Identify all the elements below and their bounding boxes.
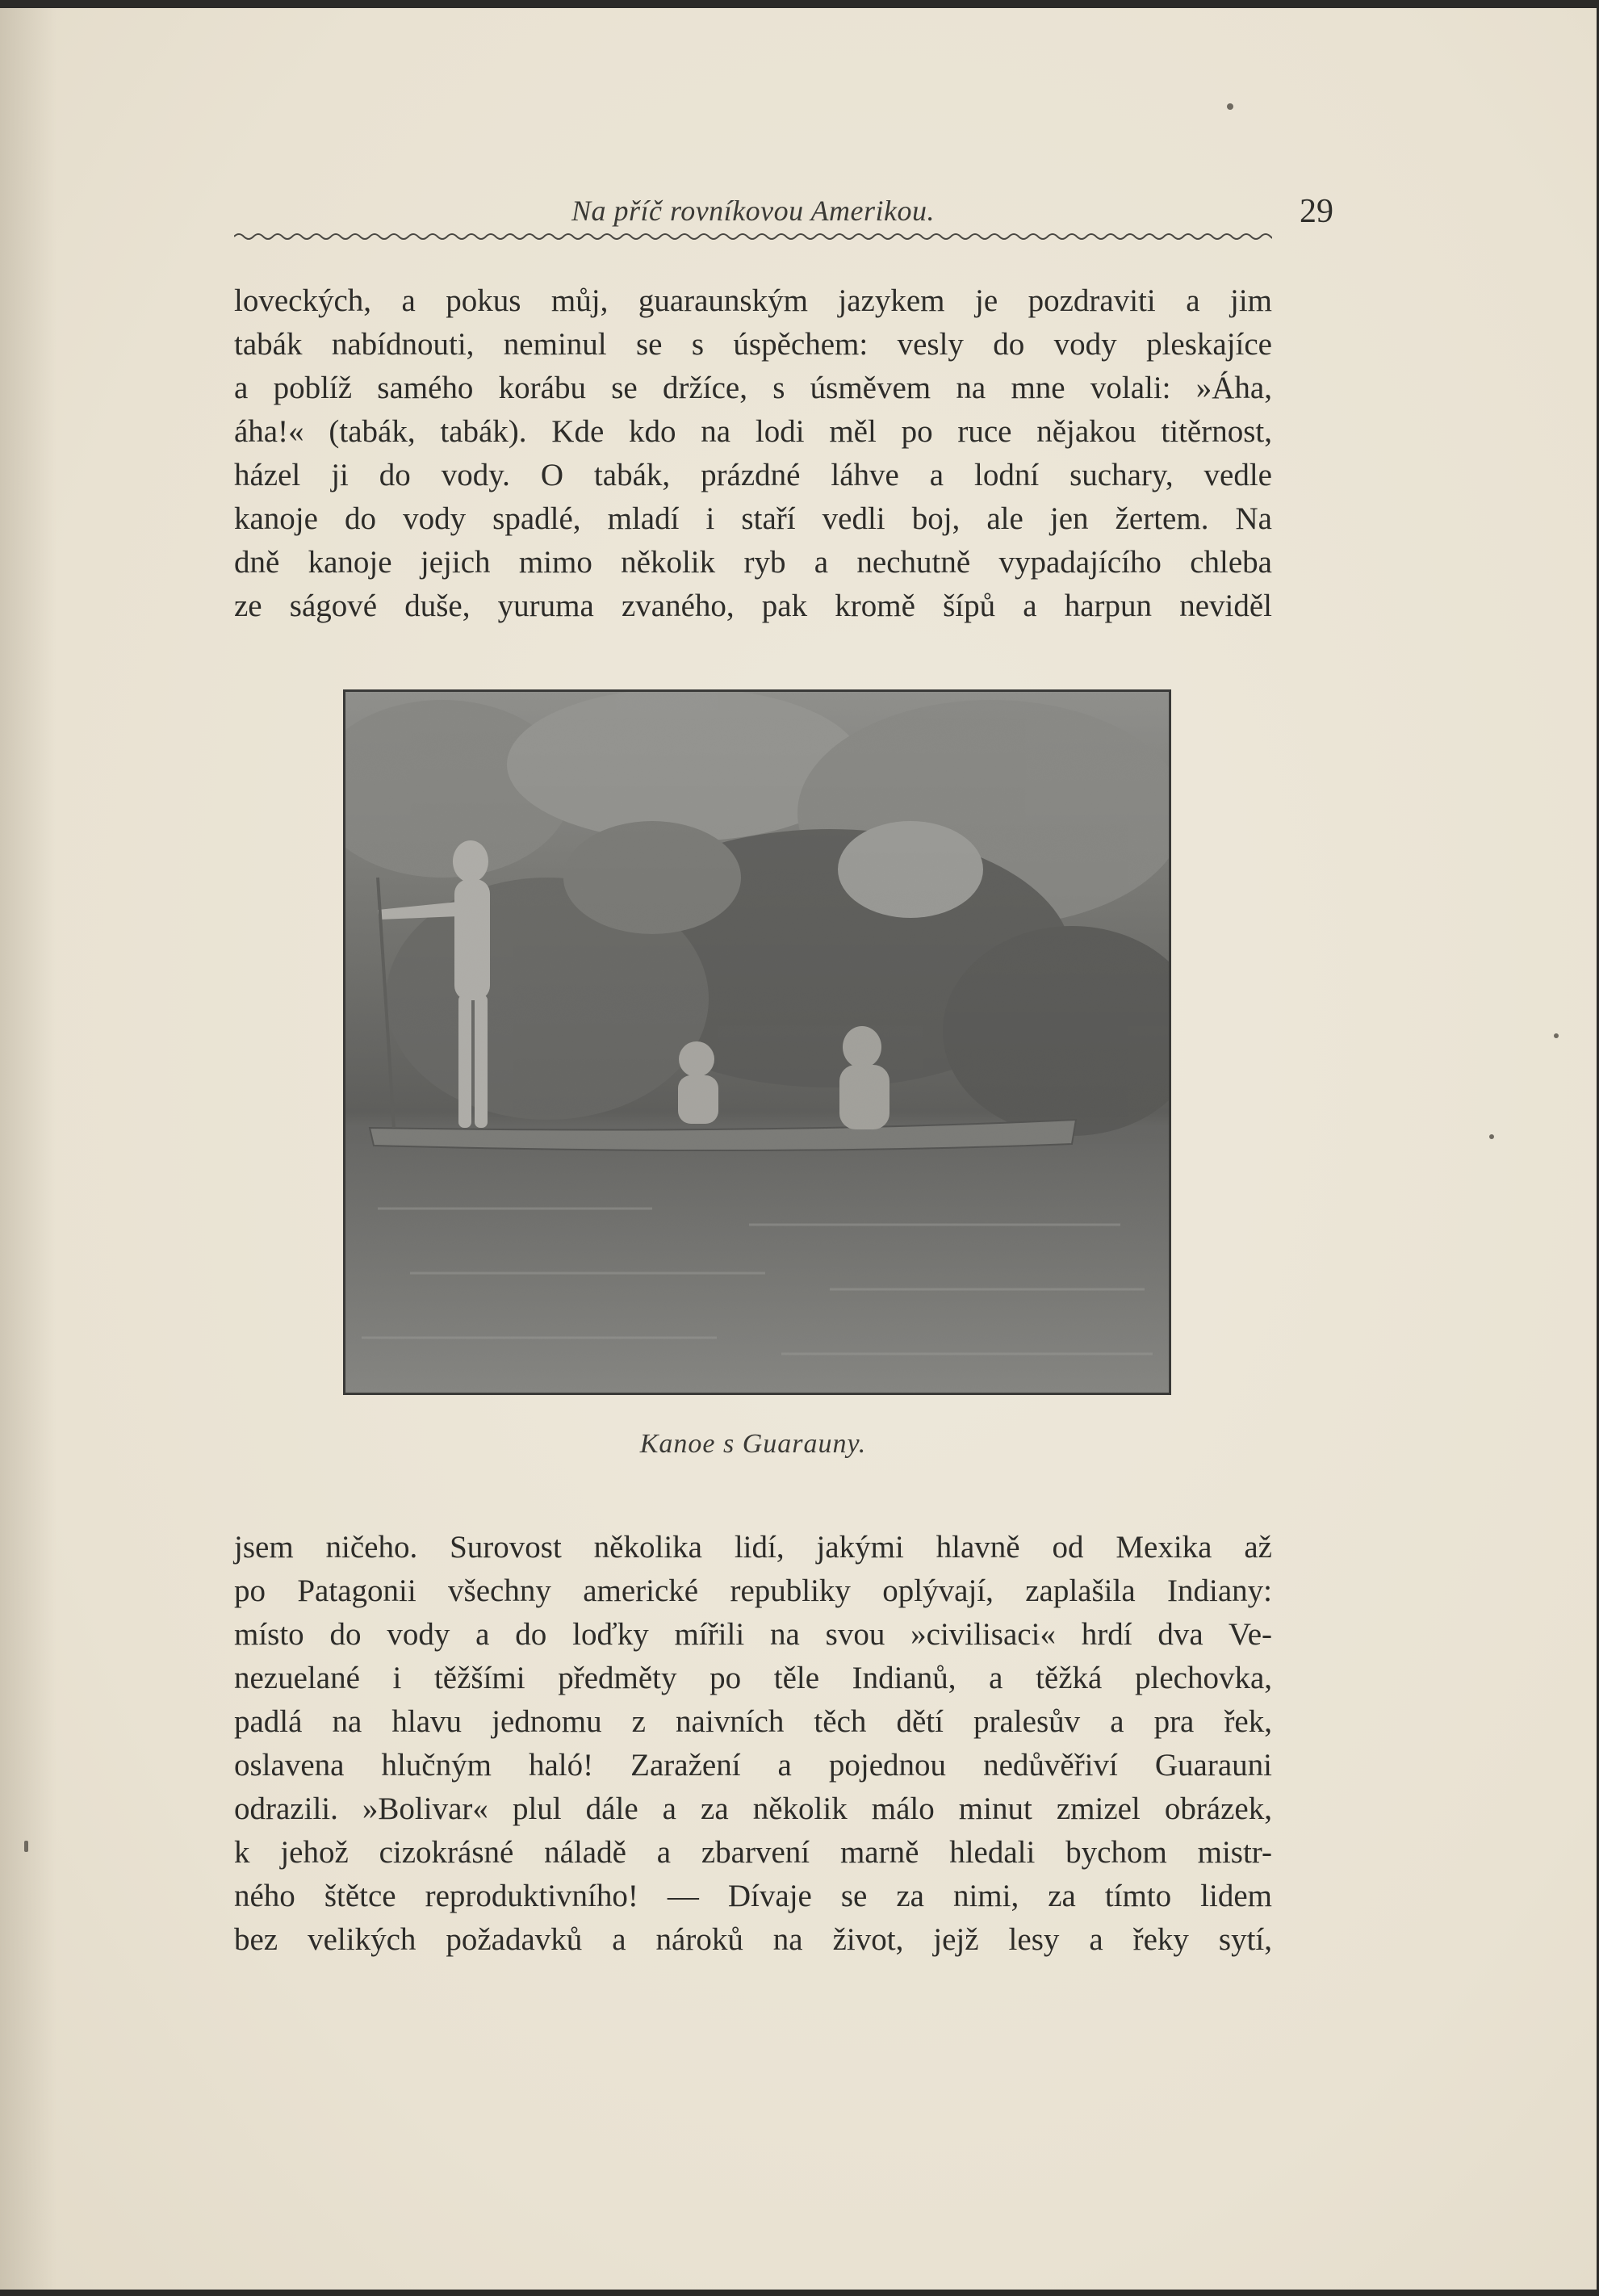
text-line: loveckých, a pokus můj, guaraunským jazykem je pozdraviti a jim — [234, 283, 1272, 318]
text-line: oslavena hlučným haló! Zaražení a pojednou nedůvěřiví Guarauni — [234, 1748, 1272, 1783]
canoe-photo-illustration — [345, 692, 1169, 1393]
photo-grain — [345, 692, 1169, 1393]
paper-speck — [24, 1841, 28, 1852]
text-line: tabák nabídnouti, neminul se s úspěchem: vesly do vody pleskajíce — [234, 327, 1272, 362]
text-line: odrazili. »Bolivar« plul dále a za několik málo minut zmizel obrázek, — [234, 1791, 1272, 1826]
text-line: a poblíž samého korábu se držíce, s úsměvem na mne volali: »Áha, — [234, 371, 1272, 405]
text-line: házel ji do vody. O tabák, prázdné láhve a lodní suchary, vedle — [234, 458, 1272, 492]
body-text-bottom — [234, 1526, 1272, 1962]
figure-caption: Kanoe s Guarauny. — [639, 1429, 867, 1459]
paper-speck — [1489, 1134, 1494, 1139]
text-line: áha!« (tabák, tabák). Kde kdo na lodi měl po ruce nějakou titěrnost, — [234, 414, 1272, 449]
spine-shadow — [0, 8, 57, 2290]
text-line: po Patagonii všechny americké republiky oplývají, zaplašila Indiany: — [234, 1573, 1272, 1608]
text-line: nezuelané i těžšími předměty po těle Indianů, a těžká plechovka, — [234, 1661, 1272, 1695]
page-number: 29 — [1300, 193, 1333, 230]
text-line: bez velikých požadavků a nároků na život, jejž lesy a řeky sytí, — [234, 1922, 1272, 1957]
text-line: dně kanoje jejich mimo několik ryb a nechutně vypadajícího chleba — [234, 545, 1272, 580]
canoe-photograph — [343, 689, 1171, 1395]
text-line: místo do vody a do loďky mířili na svou »civilisaci« hrdí dva Ve- — [234, 1617, 1272, 1652]
text-line: jsem ničeho. Surovost několika lidí, jakými hlavně od Mexika až — [234, 1530, 1272, 1565]
paper-speck — [1227, 103, 1233, 110]
wavy-rule-divider — [234, 231, 1272, 242]
text-line: k jehož cizokrásné náladě a zbarvení marně hledali bychom mistr- — [234, 1835, 1272, 1870]
text-line: kanoje do vody spadlé, mladí i staří vedli boj, ale jen žertem. Na — [234, 501, 1272, 536]
book-page — [0, 8, 1597, 2290]
running-title: Na příč rovníkovou Amerikou. — [571, 195, 935, 227]
text-line: ze ságové duše, yuruma zvaného, pak kromě šípů a harpun neviděl — [234, 589, 1272, 623]
body-text-top — [234, 279, 1272, 628]
text-line: ného štětce reproduktivního! — Dívaje se za nimi, za tímto lidem — [234, 1879, 1272, 1913]
text-line: padlá na hlavu jednomu z naivních těch dětí pralesův a pra řek, — [234, 1704, 1272, 1739]
paper-speck — [1554, 1033, 1559, 1038]
